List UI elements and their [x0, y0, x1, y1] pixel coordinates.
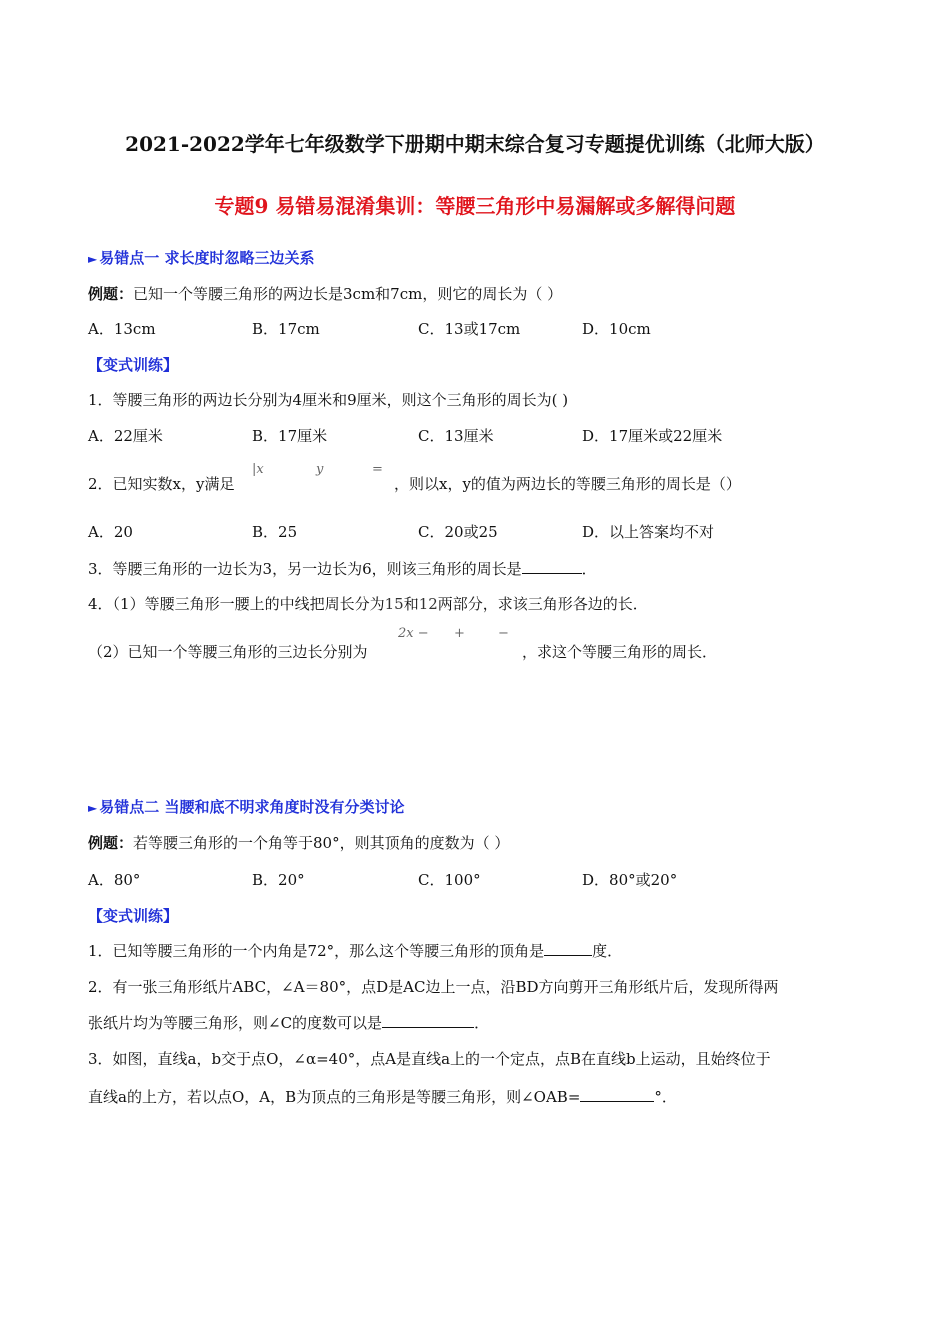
- section-2-example: [88, 832, 509, 853]
- q4-1-mid: 和: [403, 595, 419, 613]
- section-1-heading-text: 易错点一 求长度时忽略三边关系: [99, 249, 315, 267]
- s2-question-2-line-2: [88, 1012, 489, 1033]
- example-text: 若等腰三角形的一个角等于80°，则其顶角的度数为（ ）: [133, 834, 510, 852]
- s2-q1-end: 度．: [592, 942, 623, 960]
- practice-label: 【变式训练】: [88, 356, 179, 374]
- q1-option-b: B．17厘米: [252, 427, 328, 445]
- q3-end: ．: [581, 560, 597, 578]
- s1-question-2-prefix: 2．已知实数x，y满足: [88, 475, 235, 493]
- q2-option-a: A．20: [88, 523, 133, 541]
- s2-question-1: [88, 940, 622, 961]
- q1-option-c: C．13厘米: [418, 427, 494, 445]
- equation-fragment: |x: [252, 462, 264, 477]
- s2-q3-end: °．: [654, 1088, 677, 1106]
- q4-1-prefix: 4．（1）等腰三角形一腰上的中线把周长分为: [88, 595, 385, 613]
- answer-blank[interactable]: [382, 1013, 474, 1028]
- document-title: 2021-2022学年七年级数学下册期中期末综合复习专题提优训练（北师大版）: [125, 132, 825, 156]
- option-d: D．10cm: [582, 320, 651, 338]
- section-2-heading: [88, 796, 404, 817]
- expression-fragment: 2x −: [398, 626, 429, 641]
- example-label: 例题：: [88, 834, 134, 852]
- option-c: C．13或17cm: [418, 320, 521, 338]
- s2-q3-text: 直线a的上方，若以点O，A，B为顶点的三角形是等腰三角形，则∠OAB=: [88, 1088, 581, 1106]
- s2-question-3-line-1: 3．如图，直线a，b交于点O，∠α=40°，点A是直线a上的一个定点，点B在直线b上运动，且始终位于: [88, 1050, 771, 1068]
- s2-question-3-line-2: [88, 1086, 677, 1107]
- example-text: 已知一个等腰三角形的两边长是3cm和7cm，则它的周长为（ ）: [133, 285, 563, 303]
- s2-q2-text: 张纸片均为等腰三角形，则∠C的度数可以是: [88, 1014, 383, 1032]
- s2-q2-end: ．: [474, 1014, 490, 1032]
- option-b: B．17cm: [252, 320, 320, 338]
- answer-blank[interactable]: [580, 1087, 654, 1102]
- s1-question-4-part-1: [88, 593, 648, 614]
- practice-label: 【变式训练】: [88, 907, 179, 925]
- q4-1-suffix: 两部分，求该三角形各边的长．: [437, 595, 648, 613]
- s1-question-4-part-2-prefix: （2）已知一个等腰三角形的三边长分别为: [88, 643, 368, 661]
- s1-question-3: [88, 558, 597, 579]
- s2-q1-text: 1．已知等腰三角形的一个内角是72°，那么这个等腰三角形的顶角是: [88, 942, 545, 960]
- equation-fragment: =: [372, 462, 383, 477]
- q2-option-d: D．以上答案均不对: [582, 523, 715, 541]
- answer-blank[interactable]: [544, 941, 592, 956]
- s1-question-1: 1．等腰三角形的两边长分别为4厘米和9厘米，则这个三角形的周长为( ): [88, 391, 569, 409]
- q2-option-c: C．20或25: [418, 523, 498, 541]
- s2-question-2-line-1: 2．有一张三角形纸片ABC，∠A＝80°，点D是AC边上一点，沿BD方向剪开三角形纸片后，发现所得两: [88, 978, 779, 996]
- s2-option-b: B．20°: [252, 871, 305, 889]
- topic-subtitle: 专题9 易错易混淆集训：等腰三角形中易漏解或多解得问题: [214, 194, 736, 218]
- triangle-bullet-icon: ►: [88, 252, 98, 266]
- expression-fragment: −: [498, 626, 509, 641]
- q1-option-d: D．17厘米或22厘米: [582, 427, 723, 445]
- option-a: A．13cm: [88, 320, 156, 338]
- s2-option-c: C．100°: [418, 871, 481, 889]
- example-label: 例题：: [88, 285, 134, 303]
- section-2-heading-text: 易错点二 当腰和底不明求角度时没有分类讨论: [99, 798, 405, 816]
- expression-fragment: +: [454, 626, 465, 641]
- s2-option-a: A．80°: [88, 871, 141, 889]
- triangle-bullet-icon: ►: [88, 801, 98, 815]
- s2-option-d: D．80°或20°: [582, 871, 678, 889]
- q4-1-number: 12: [418, 595, 438, 613]
- q2-option-b: B．25: [252, 523, 298, 541]
- s1-question-4-part-2-suffix: ，求这个等腰三角形的周长．: [522, 643, 718, 661]
- q3-text: 3．等腰三角形的一边长为3，另一边长为6，则该三角形的周长是: [88, 560, 522, 578]
- section-1-heading: [88, 247, 314, 268]
- section-1-example: [88, 283, 562, 304]
- q4-1-number: 15: [384, 595, 404, 613]
- q1-option-a: A．22厘米: [88, 427, 163, 445]
- answer-blank[interactable]: [522, 559, 582, 574]
- s1-question-2-suffix: ，则以x，y的值为两边长的等腰三角形的周长是（）: [394, 475, 741, 493]
- equation-fragment: y: [316, 462, 324, 477]
